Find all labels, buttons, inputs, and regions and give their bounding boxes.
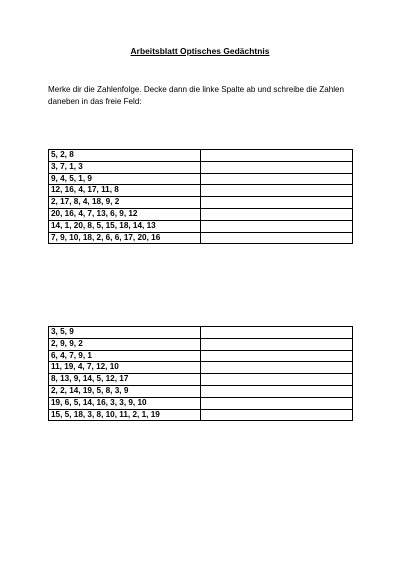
table-row: [49, 327, 353, 339]
answer-field[interactable]: [201, 362, 353, 374]
table-row: [49, 161, 353, 173]
sequence-cell: 2, 9, 9, 2: [49, 338, 201, 350]
answer-field[interactable]: [201, 197, 353, 209]
answer-field[interactable]: [201, 185, 353, 197]
answer-field[interactable]: [201, 385, 353, 397]
answer-field[interactable]: [201, 327, 353, 339]
table-row: [49, 409, 353, 421]
number-sequence-table-2: [48, 326, 353, 421]
answer-field[interactable]: [201, 150, 353, 162]
sequence-cell: 3, 7, 1, 3: [49, 161, 201, 173]
table-row: [49, 362, 353, 374]
answer-field[interactable]: [201, 208, 353, 220]
sequence-cell: 15, 5, 18, 3, 8, 10, 11, 2, 1, 19: [49, 409, 201, 421]
table-row: [49, 208, 353, 220]
table-row: [49, 397, 353, 409]
answer-field[interactable]: [201, 397, 353, 409]
answer-field[interactable]: [201, 232, 353, 244]
answer-field[interactable]: [201, 350, 353, 362]
sequence-cell: 20, 16, 4, 7, 13, 6, 9, 12: [49, 208, 201, 220]
sequence-cell: 7, 9, 10, 18, 2, 6, 6, 17, 20, 16: [49, 232, 201, 244]
table-row: [49, 220, 353, 232]
sequence-cell: 12, 16, 4, 17, 11, 8: [49, 185, 201, 197]
answer-field[interactable]: [201, 161, 353, 173]
table-row: [49, 338, 353, 350]
answer-field[interactable]: [201, 173, 353, 185]
page-title: Arbeitsblatt Optisches Gedächtnis: [130, 46, 270, 56]
table-row: [49, 385, 353, 397]
table-row: [49, 150, 353, 162]
sequence-cell: 5, 2, 8: [49, 150, 201, 162]
sequence-cell: 2, 17, 8, 4, 18, 9, 2: [49, 197, 201, 209]
answer-field[interactable]: [201, 338, 353, 350]
instructions-text: Merke dir die Zahlenfolge. Decke dann die linke Spalte ab und schreibe die Zahlen daneben in das freie Feld:: [48, 85, 345, 107]
number-sequence-table-1: [48, 149, 353, 244]
table-row: [49, 197, 353, 209]
sequence-cell: 8, 13, 9, 14, 5, 12, 17: [49, 374, 201, 386]
table-row: [49, 350, 353, 362]
sequence-cell: 6, 4, 7, 9, 1: [49, 350, 201, 362]
table-row: [49, 173, 353, 185]
answer-field[interactable]: [201, 220, 353, 232]
table-row: [49, 374, 353, 386]
sequence-cell: 3, 5, 9: [49, 327, 201, 339]
sequence-cell: 2, 2, 14, 19, 5, 8, 3, 9: [49, 385, 201, 397]
answer-field[interactable]: [201, 409, 353, 421]
table-row: [49, 232, 353, 244]
sequence-cell: 11, 19, 4, 7, 12, 10: [49, 362, 201, 374]
sequence-cell: 9, 4, 5, 1, 9: [49, 173, 201, 185]
sequence-cell: 19, 6, 5, 14, 16, 3, 3, 9, 10: [49, 397, 201, 409]
answer-field[interactable]: [201, 374, 353, 386]
table-row: [49, 185, 353, 197]
sequence-cell: 14, 1, 20, 8, 5, 15, 18, 14, 13: [49, 220, 201, 232]
